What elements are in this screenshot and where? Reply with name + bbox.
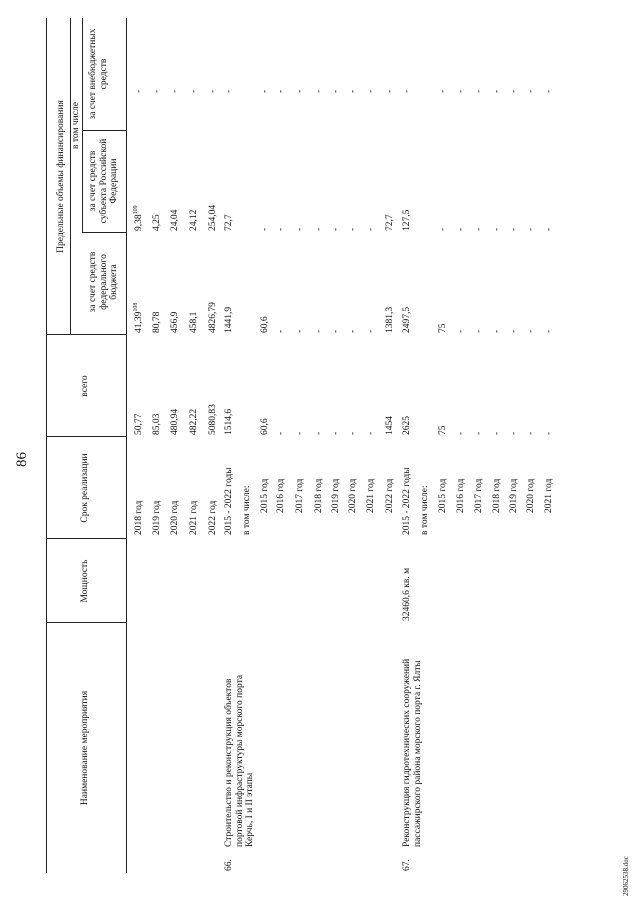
table-top-rule bbox=[46, 18, 47, 873]
row-extra: - bbox=[544, 89, 554, 93]
row-regional: - bbox=[456, 227, 466, 231]
row-period: 2018 год bbox=[134, 500, 144, 535]
row-extra: - bbox=[152, 89, 162, 93]
row-total: 1514,6 bbox=[224, 408, 234, 435]
row-federal: 4826,79 bbox=[208, 302, 218, 333]
row-regional: - bbox=[526, 227, 536, 231]
row-federal: 458,1 bbox=[189, 311, 199, 333]
row-total: - bbox=[544, 431, 554, 435]
row-federal: - bbox=[509, 329, 519, 333]
row-regional: 24,04 bbox=[170, 209, 180, 231]
row-regional: 72,7 bbox=[385, 214, 395, 231]
row-regional: - bbox=[276, 227, 286, 231]
row-total: 75 bbox=[438, 425, 448, 435]
row-total: 60,6 bbox=[260, 418, 270, 435]
row-total: - bbox=[474, 431, 484, 435]
row-extra: - bbox=[189, 89, 199, 93]
header-period: Срок реализации bbox=[80, 453, 90, 523]
row-regional: - bbox=[314, 227, 324, 231]
row-period: 2019 год bbox=[509, 478, 519, 513]
row-period: 2018 год bbox=[492, 478, 502, 513]
header-federal: за счет средств федерального бюджета bbox=[88, 251, 119, 313]
row-regional: - bbox=[492, 227, 502, 231]
row-regional: 127,5 bbox=[402, 209, 412, 231]
row-regional: - bbox=[544, 227, 554, 231]
row-federal: - bbox=[526, 329, 536, 333]
row-total: - bbox=[314, 431, 324, 435]
row-extra: - bbox=[170, 89, 180, 93]
row-total: 482,22 bbox=[189, 408, 199, 435]
row-extra: - bbox=[385, 89, 395, 93]
row-total: - bbox=[348, 431, 358, 435]
row-federal: - bbox=[276, 329, 286, 333]
row-period: 2018 год bbox=[314, 478, 324, 513]
row-period: 2017 год bbox=[295, 478, 305, 513]
row-extra: - bbox=[260, 89, 270, 93]
footnote-ref: 109 bbox=[132, 205, 139, 215]
row-regional: 254,04 bbox=[208, 204, 218, 231]
row-extra: - bbox=[295, 89, 305, 93]
row-total: 85,03 bbox=[152, 413, 162, 435]
col-rule-6 bbox=[82, 130, 126, 131]
header-total: всего bbox=[80, 375, 90, 397]
row-total: - bbox=[295, 431, 305, 435]
row-number: 66. bbox=[224, 859, 234, 871]
row-federal: - bbox=[456, 329, 466, 333]
row-extra: - bbox=[402, 89, 412, 93]
row-period: 2015 год bbox=[438, 478, 448, 513]
row-federal: 2497,5 bbox=[402, 306, 412, 333]
row-total: - bbox=[456, 431, 466, 435]
footnote-ref: 108 bbox=[132, 302, 139, 312]
header-funding-group: Предельные объемы финансирования bbox=[56, 100, 66, 253]
header-bottom-rule bbox=[126, 18, 127, 873]
row-federal: 80,78 bbox=[152, 311, 162, 333]
row-total: 5080,83 bbox=[208, 404, 218, 435]
row-period: 2015 год bbox=[260, 478, 270, 513]
header-capacity: Мощность bbox=[80, 559, 90, 603]
row-period: 2015 - 2022 годы bbox=[402, 467, 412, 535]
row-extra: - bbox=[224, 89, 234, 93]
row-period: 2020 год bbox=[170, 500, 180, 535]
row-capacity: 32460,6 кв. м bbox=[402, 567, 412, 621]
row-extra: - bbox=[366, 89, 376, 93]
page-number: 86 bbox=[14, 452, 30, 467]
row-regional: - bbox=[474, 227, 484, 231]
row-extra: - bbox=[438, 89, 448, 93]
document-filename: 29062538.doc bbox=[622, 856, 630, 896]
row-extra: - bbox=[314, 89, 324, 93]
row-period: в том числе: bbox=[420, 485, 430, 535]
row-period: 2017 год bbox=[474, 478, 484, 513]
row-regional: 72,7 bbox=[224, 214, 234, 231]
row-federal: - bbox=[544, 329, 554, 333]
row-total: - bbox=[492, 431, 502, 435]
row-federal: - bbox=[331, 329, 341, 333]
row-extra: - bbox=[134, 89, 144, 93]
row-total: - bbox=[526, 431, 536, 435]
row-total: 480,94 bbox=[170, 408, 180, 435]
header-including: в том числе bbox=[71, 102, 81, 149]
row-extra: - bbox=[348, 89, 358, 93]
row-federal: 456,9 bbox=[170, 311, 180, 333]
row-federal: 41,39$^{108}$ bbox=[132, 302, 144, 333]
row-federal: - bbox=[314, 329, 324, 333]
row-period: 2015 - 2022 годы bbox=[224, 467, 234, 535]
row-extra: - bbox=[509, 89, 519, 93]
row-period: 2019 год bbox=[152, 500, 162, 535]
row-federal: - bbox=[366, 329, 376, 333]
row-federal: - bbox=[492, 329, 502, 333]
row-total: - bbox=[276, 431, 286, 435]
row-total: 1454 bbox=[385, 416, 395, 435]
row-federal: 1381,3 bbox=[385, 306, 395, 333]
row-federal: - bbox=[295, 329, 305, 333]
header-name: Наименование мероприятия bbox=[80, 690, 90, 806]
row-extra: - bbox=[492, 89, 502, 93]
row-regional: - bbox=[438, 227, 448, 231]
row-period: 2021 год bbox=[366, 478, 376, 513]
row-federal: - bbox=[474, 329, 484, 333]
row-extra: - bbox=[276, 89, 286, 93]
row-regional: - bbox=[366, 227, 376, 231]
row-federal: - bbox=[348, 329, 358, 333]
row-total: - bbox=[509, 431, 519, 435]
row-name: Реконструкция гидротехнических сооружений пассажирского района морского порта г. Ялты bbox=[402, 658, 423, 847]
row-period: 2021 год bbox=[544, 478, 554, 513]
row-regional: - bbox=[295, 227, 305, 231]
row-regional: - bbox=[260, 227, 270, 231]
row-federal: 60,6 bbox=[260, 316, 270, 333]
row-period: 2022 год bbox=[208, 500, 218, 535]
row-extra: - bbox=[526, 89, 536, 93]
row-name: Строительство и реконструкция объектов портовой инфраструктуры морского порта Керчь, I и II этапы bbox=[224, 674, 255, 847]
including-rule bbox=[82, 18, 83, 233]
row-period: 2020 год bbox=[526, 478, 536, 513]
row-regional: - bbox=[509, 227, 519, 231]
row-regional: - bbox=[348, 227, 358, 231]
row-total: - bbox=[366, 431, 376, 435]
row-federal: 75 bbox=[438, 323, 448, 333]
row-period: в том числе: bbox=[242, 485, 252, 535]
row-period: 2022 год bbox=[385, 478, 395, 513]
row-period: 2016 год bbox=[456, 478, 466, 513]
row-total: - bbox=[331, 431, 341, 435]
row-period: 2016 год bbox=[276, 478, 286, 513]
row-extra: - bbox=[456, 89, 466, 93]
row-total: 50,77 bbox=[134, 413, 144, 435]
row-extra: - bbox=[474, 89, 484, 93]
row-period: 2021 год bbox=[189, 500, 199, 535]
row-total: 2625 bbox=[402, 416, 412, 435]
row-period: 2019 год bbox=[331, 478, 341, 513]
header-extra: за счет внебюджетных средств bbox=[88, 28, 109, 120]
col-rule-5 bbox=[82, 232, 126, 233]
row-federal: 1441,9 bbox=[224, 306, 234, 333]
row-number: 67. bbox=[402, 859, 412, 871]
row-regional: 4,25 bbox=[152, 214, 162, 231]
header-regional: за счет средств субъекта Российской Федерации bbox=[88, 138, 119, 224]
row-regional: - bbox=[331, 227, 341, 231]
row-regional: 24,12 bbox=[189, 209, 199, 231]
row-regional: 9,38$^{109}$ bbox=[132, 205, 144, 231]
row-extra: - bbox=[208, 89, 218, 93]
row-period: 2020 год bbox=[348, 478, 358, 513]
row-extra: - bbox=[331, 89, 341, 93]
